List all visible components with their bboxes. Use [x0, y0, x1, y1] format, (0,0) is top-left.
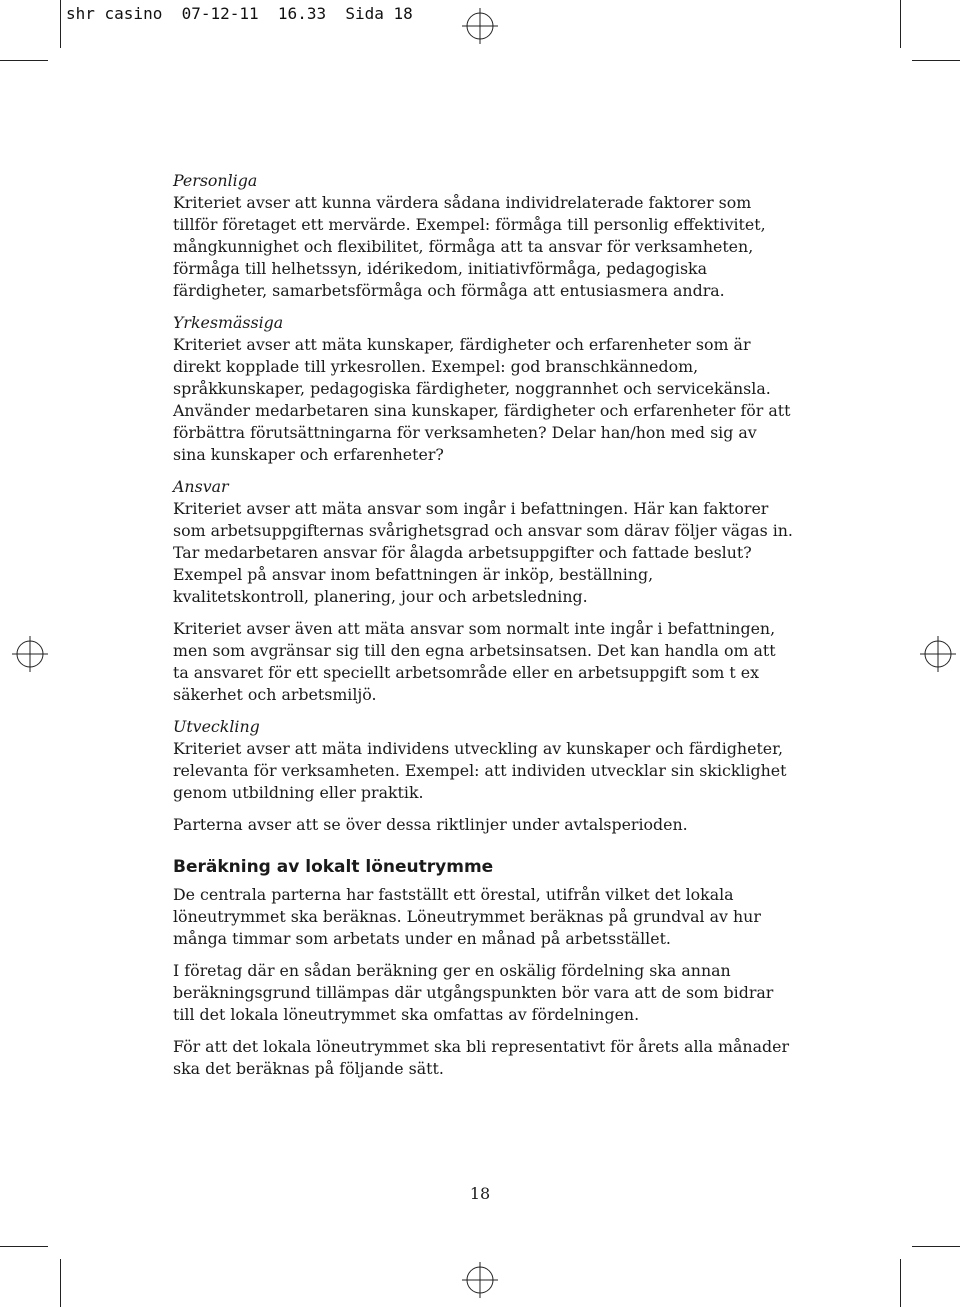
crop-mark	[900, 1259, 901, 1307]
print-slug: shr casino 07-12-11 16.33 Sida 18	[66, 4, 413, 23]
registration-mark-icon	[12, 636, 48, 672]
section-title-personliga: Personliga	[173, 171, 258, 190]
crop-mark	[912, 1246, 960, 1247]
crop-mark	[0, 1246, 48, 1247]
section-title-ansvar: Ansvar	[173, 477, 229, 496]
registration-mark-icon	[462, 1262, 498, 1298]
crop-mark	[60, 0, 61, 48]
berakning-paragraph-3: För att det lokala löneutrymmet ska bli representativt för årets alla månader ska det beräknas på följande sätt.	[173, 1037, 789, 1078]
section-text-personliga: Kriteriet avser att kunna värdera sådana individrelaterade faktorer som tillför företaget ett mervärde. Exempel: förmåga till personlig effektivitet, mångkunnighet och flexibilitet, förmåga att ta ansvar för verksamheten, förmåga till helhetssyn, idérikedom, initiativförmåga, pedagogiska färdigheter, samarbetsförmåga och förmåga att entusiasmera andra.	[173, 193, 766, 300]
section-text-yrkesmassiga: Kriteriet avser att mäta kunskaper, färdigheter och erfarenheter som är direkt kopplade till yrkesrollen. Exempel: god branschkännedom, språkkunskaper, pedagogiska färdigheter, noggrannhet och servicekänsla. Använder medarbetaren sina kunskaper, färdigheter och erfarenheter för att förbättra förutsättningarna för verksamheten? Delar han/hon med sig av sina kunskaper och erfarenheter?	[173, 335, 791, 464]
section-text-ansvar-1: Kriteriet avser att mäta ansvar som ingår i befattningen. Här kan faktorer som arbetsuppgifternas svårighetsgrad och ansvar som därav följer vägas in. Tar medarbetaren ansvar för ålagda arbetsuppgifter och fattade beslut? Exempel på ansvar inom befattningen är inköp, beställning, kvalitetskontroll, planering, jour och arbetsledning.	[173, 499, 793, 606]
heading-berakning: Beräkning av lokalt löneutrymme	[173, 857, 494, 877]
berakning-paragraph-1: De centrala parterna har fastställt ett örestal, utifrån vilket det lokala löneutrymmet ska beräknas. Löneutrymmet beräknas på grundval av hur många timmar som arbetats under en månad på arbetsstället.	[173, 885, 761, 948]
section-text-ansvar-2: Kriteriet avser även att mäta ansvar som normalt inte ingår i befattningen, men som avgränsar sig till den egna arbetsinsatsen. Det kan handla om att ta ansvaret för ett speciellt arbetsområde eller en arbetsuppgift som t ex säkerhet och arbetsmiljö.	[173, 619, 776, 704]
section-text-utveckling: Kriteriet avser att mäta individens utveckling av kunskaper och färdigheter, relevanta för verksamheten. Exempel: att individen utvecklar sin skicklighet genom utbildning eller praktik.	[173, 739, 787, 802]
section-title-utveckling: Utveckling	[173, 717, 260, 736]
closing-paragraph: Parterna avser att se över dessa riktlinjer under avtalsperioden.	[173, 815, 688, 834]
berakning-paragraph-2: I företag där en sådan beräkning ger en oskälig fördelning ska annan beräkningsgrund tillämpas där utgångspunkten bör vara att de som bidrar till det lokala löneutrymmet ska omfattas av fördelningen.	[173, 961, 774, 1024]
registration-mark-icon	[920, 636, 956, 672]
crop-mark	[60, 1259, 61, 1307]
page-number: 18	[469, 1184, 491, 1203]
crop-mark	[912, 60, 960, 61]
section-title-yrkesmassiga: Yrkesmässiga	[173, 313, 284, 332]
crop-mark	[0, 60, 48, 61]
document-body	[173, 170, 793, 1080]
registration-mark-icon	[462, 8, 498, 44]
crop-mark	[900, 0, 901, 48]
